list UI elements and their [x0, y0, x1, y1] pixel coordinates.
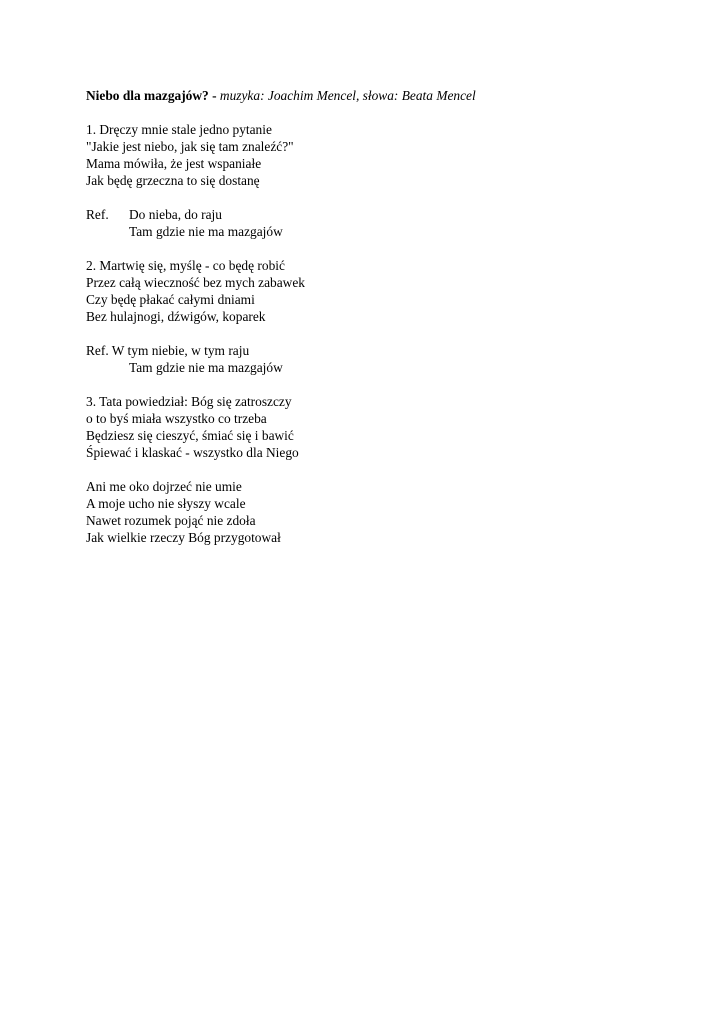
verse-3-line-4: Śpiewać i klaskać - wszystko dla Niego — [86, 445, 299, 460]
verse-4-line-3: Nawet rozumek pojąć nie zdoła — [86, 513, 256, 528]
verse-4 — [86, 478, 686, 546]
verse-1-line-3: Mama mówiła, że jest wspaniałe — [86, 156, 262, 171]
verse-3-line-2: o to byś miała wszystko co trzeba — [86, 411, 267, 426]
verse-3 — [86, 393, 686, 461]
verse-2-line-1: 2. Martwię się, myślę - co będę robić — [86, 258, 285, 273]
verse-1-line-4: Jak będę grzeczna to się dostanę — [86, 173, 260, 188]
song-credits: muzyka: Joachim Mencel, słowa: Beata Mencel — [219, 88, 476, 103]
refrain-1-text-1: Do nieba, do raju — [129, 207, 222, 222]
verse-4-line-4: Jak wielkie rzeczy Bóg przygotował — [86, 530, 281, 545]
refrain-2 — [86, 342, 686, 376]
verse-1 — [86, 121, 686, 189]
verse-3-line-3: Będziesz się cieszyć, śmiać się i bawić — [86, 428, 294, 443]
refrain-1-line-2: Tam gdzie nie ma mazgajów — [129, 224, 283, 239]
refrain-2-line-2: Tam gdzie nie ma mazgajów — [129, 360, 283, 375]
document-page — [86, 87, 686, 546]
song-title — [86, 87, 686, 104]
refrain-1-line-1 — [86, 206, 686, 223]
verse-2-line-4: Bez hulajnogi, dźwigów, koparek — [86, 309, 266, 324]
verse-4-line-2: A moje ucho nie słyszy wcale — [86, 496, 246, 511]
verse-1-line-2: "Jakie jest niebo, jak się tam znaleźć?" — [86, 139, 294, 154]
refrain-label: Ref. — [86, 207, 109, 222]
verse-3-line-1: 3. Tata powiedział: Bóg się zatroszczy — [86, 394, 292, 409]
verse-2 — [86, 257, 686, 325]
verse-2-line-2: Przez całą wieczność bez mych zabawek — [86, 275, 305, 290]
verse-1-line-1: 1. Dręczy mnie stale jedno pytanie — [86, 122, 272, 137]
song-title-main: Niebo dla mazgajów? - — [86, 88, 217, 103]
verse-2-line-3: Czy będę płakać całymi dniami — [86, 292, 255, 307]
refrain-2-line-1: Ref. W tym niebie, w tym raju — [86, 343, 250, 358]
refrain-1 — [86, 206, 686, 240]
verse-4-line-1: Ani me oko dojrzeć nie umie — [86, 479, 242, 494]
